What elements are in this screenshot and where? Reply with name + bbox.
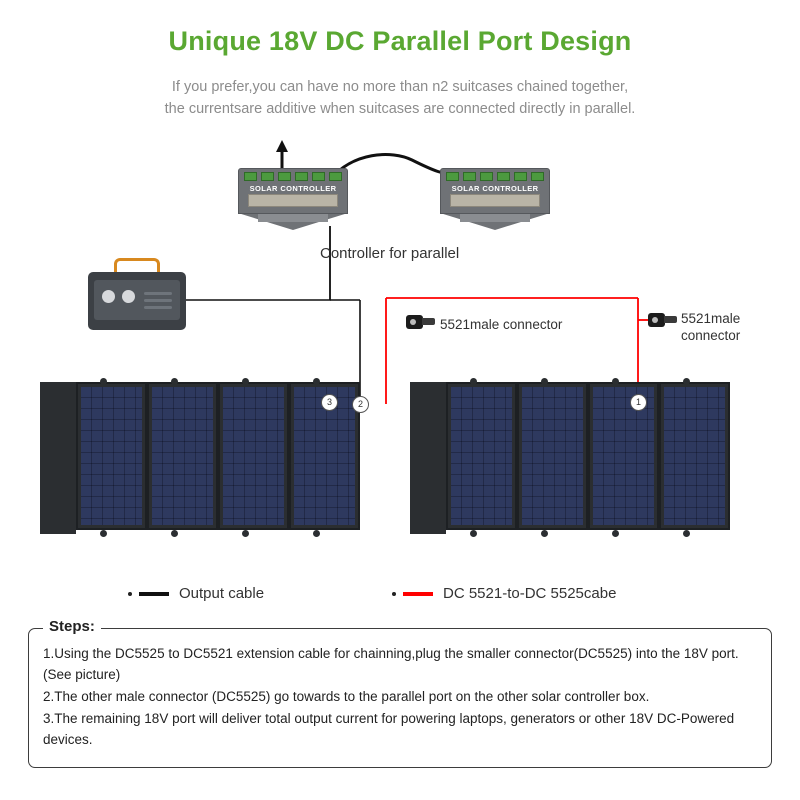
solar-panel-array-right bbox=[410, 382, 730, 534]
port-icon bbox=[514, 172, 527, 181]
panel-wing bbox=[40, 382, 76, 534]
panel-section bbox=[147, 382, 218, 530]
legend-dc-cable bbox=[392, 585, 616, 602]
connector-pin bbox=[652, 317, 658, 323]
step-item-1: 1.Using the DC5525 to DC5521 extension cable for chainning,plug the smaller connector(DC5525) into the 18V port. (See picture) bbox=[43, 646, 739, 682]
legend-line-icon bbox=[139, 592, 169, 596]
legend-line-icon bbox=[403, 592, 433, 596]
panel-eyelet-icon bbox=[171, 378, 178, 385]
panel-eyelet-icon bbox=[171, 530, 178, 537]
panel-eyelet-icon bbox=[683, 378, 690, 385]
legend-output-cable bbox=[128, 585, 264, 602]
step-item-2: 2.The other male connector (DC5525) go towards to the parallel port on the other solar controller box. bbox=[43, 689, 650, 704]
panel-section bbox=[218, 382, 289, 530]
port-icon bbox=[312, 172, 325, 181]
station-vent bbox=[144, 292, 172, 295]
panel-cells bbox=[522, 387, 583, 525]
panel-eyelet-icon bbox=[100, 530, 107, 537]
controller-label: SOLAR CONTROLLER bbox=[249, 184, 337, 193]
legend-bullet-icon bbox=[392, 592, 396, 596]
connector-right-label bbox=[681, 310, 781, 344]
legend-dc-label: DC 5521-to-DC 5525cabe bbox=[443, 585, 617, 602]
panel-wing bbox=[410, 382, 446, 534]
panel-eyelet-icon bbox=[242, 530, 249, 537]
controller-screen bbox=[450, 194, 540, 207]
panel-eyelet-icon bbox=[541, 530, 548, 537]
port-icon bbox=[463, 172, 476, 181]
panel-badge-1: 1 bbox=[630, 394, 647, 411]
controller-foot bbox=[258, 214, 328, 222]
connector-tip bbox=[664, 316, 677, 323]
panel-eyelet-icon bbox=[470, 530, 477, 537]
panel-cells bbox=[152, 387, 213, 525]
panel-section bbox=[659, 382, 730, 530]
subtitle-line-2: the currentsare additive when suitcases are connected directly in parallel. bbox=[164, 101, 636, 117]
panel-section bbox=[76, 382, 147, 530]
page-title: Unique 18V DC Parallel Port Design bbox=[168, 26, 632, 56]
controller-ports bbox=[244, 172, 342, 181]
controller-screen bbox=[248, 194, 338, 207]
controller-caption: Controller for parallel bbox=[320, 245, 460, 262]
connector-tip bbox=[422, 318, 435, 325]
panel-eyelet-icon bbox=[612, 530, 619, 537]
panel-eyelet-icon bbox=[242, 378, 249, 385]
port-icon bbox=[244, 172, 257, 181]
port-icon bbox=[278, 172, 291, 181]
legend-output-label: Output cable bbox=[179, 585, 265, 602]
port-icon bbox=[329, 172, 342, 181]
port-icon bbox=[480, 172, 493, 181]
panel-eyelet-icon bbox=[683, 530, 690, 537]
port-icon bbox=[531, 172, 544, 181]
panel-eyelet-icon bbox=[313, 378, 320, 385]
panel-eyelet-icon bbox=[313, 530, 320, 537]
step-item-3: 3.The remaining 18V port will deliver total output current for powering laptops, generators or other 18V DC-Powered devices. bbox=[43, 711, 735, 747]
controller-ports bbox=[446, 172, 544, 181]
port-icon bbox=[446, 172, 459, 181]
solar-controller-right bbox=[440, 168, 550, 230]
panel-eyelet-icon bbox=[100, 378, 107, 385]
panel-eyelet-icon bbox=[541, 378, 548, 385]
panel-section bbox=[588, 382, 659, 530]
solar-controller-left bbox=[238, 168, 348, 230]
page-subtitle bbox=[0, 76, 800, 120]
panel-cells bbox=[81, 387, 142, 525]
port-icon bbox=[497, 172, 510, 181]
connector-middle-label: 5521male connector bbox=[440, 317, 563, 332]
station-vent bbox=[144, 306, 172, 309]
connector-right-label-line-1: 5521male bbox=[681, 311, 741, 326]
panel-eyelet-icon bbox=[612, 378, 619, 385]
controller-label: SOLAR CONTROLLER bbox=[451, 184, 539, 193]
panel-cells bbox=[223, 387, 284, 525]
connector-right-label-line-2: connector bbox=[681, 328, 741, 343]
subtitle-line-1: If you prefer,you can have no more than n2 suitcases chained together, bbox=[171, 79, 629, 95]
legend-bullet-icon bbox=[128, 592, 132, 596]
connector-pin bbox=[410, 319, 416, 325]
controller-foot bbox=[460, 214, 530, 222]
port-icon bbox=[261, 172, 274, 181]
steps-list bbox=[43, 643, 759, 751]
station-vent bbox=[144, 299, 172, 302]
panel-cells bbox=[451, 387, 512, 525]
connector-right-icon bbox=[648, 311, 678, 329]
panel-badge-2: 2 bbox=[352, 396, 369, 413]
steps-panel bbox=[28, 618, 772, 768]
panel-section bbox=[517, 382, 588, 530]
port-icon bbox=[295, 172, 308, 181]
panel-cells bbox=[664, 387, 725, 525]
solar-panel-array-left bbox=[40, 382, 363, 534]
power-station bbox=[88, 258, 186, 334]
panel-badge-3: 3 bbox=[321, 394, 338, 411]
station-socket-icon bbox=[102, 290, 115, 303]
panel-section bbox=[446, 382, 517, 530]
connector-middle-icon bbox=[406, 313, 436, 331]
station-socket-icon bbox=[122, 290, 135, 303]
panel-eyelet-icon bbox=[470, 378, 477, 385]
steps-title: Steps: bbox=[43, 618, 101, 635]
